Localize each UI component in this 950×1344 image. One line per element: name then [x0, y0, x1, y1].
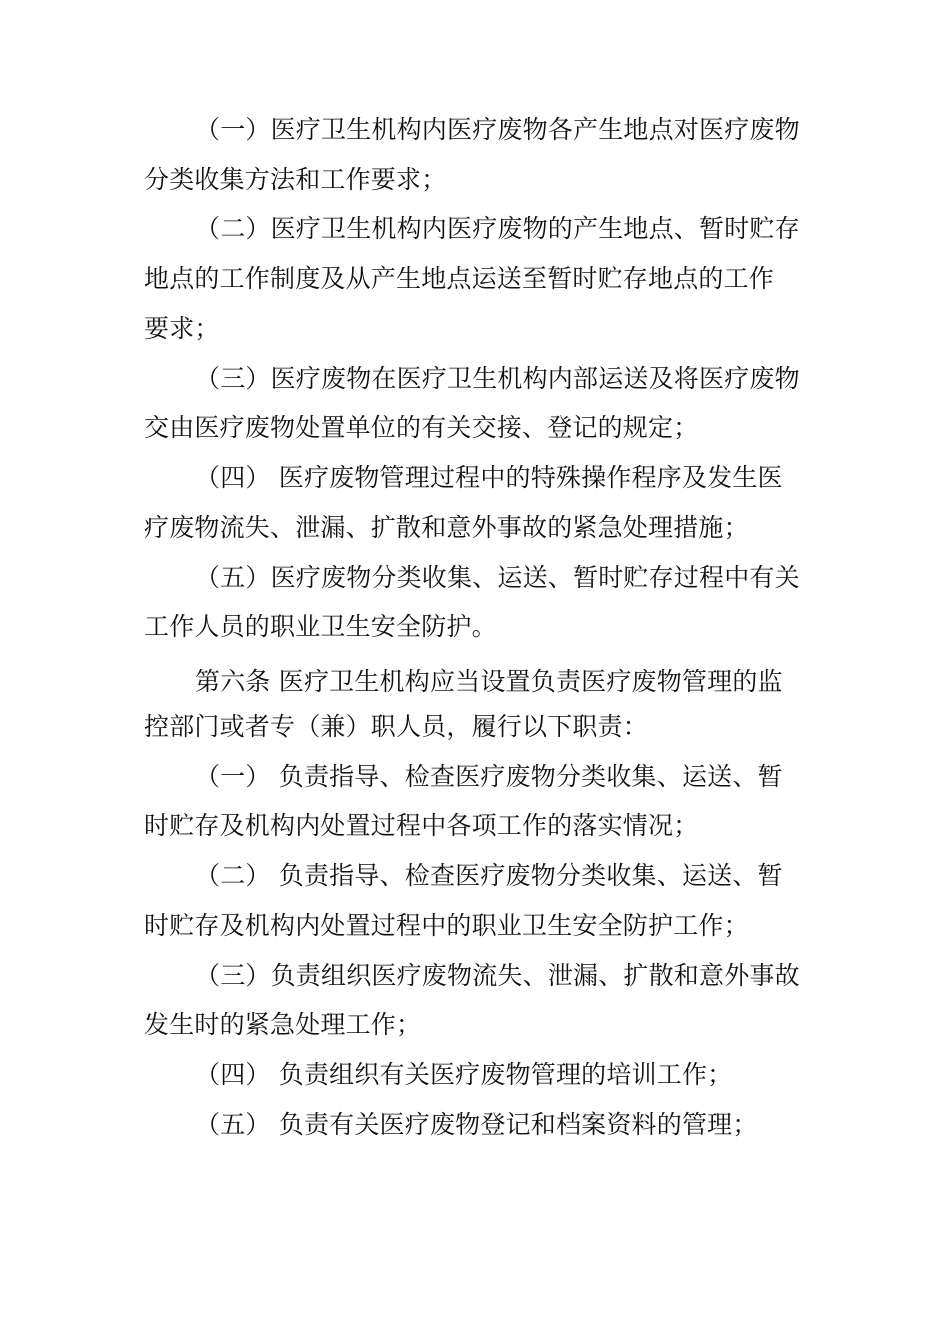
paragraph-line: 要求； — [144, 314, 220, 343]
paragraph-line: 时贮存及机构内处置过程中各项工作的落实情况； — [144, 811, 699, 840]
paragraph-line: （三）医疗废物在医疗卫生机构内部运送及将医疗废物 — [195, 364, 800, 393]
paragraph-line: （五）医疗废物分类收集、运送、暂时贮存过程中有关 — [195, 563, 800, 592]
paragraph-line: 分类收集方法和工作要求； — [144, 165, 447, 194]
paragraph-line: 发生时的紧急处理工作； — [144, 1010, 422, 1039]
paragraph-line: 控部门或者专（兼）职人员，履行以下职责： — [144, 712, 649, 741]
paragraph-line: 疗废物流失、泄漏、扩散和意外事故的紧急处理措施； — [144, 513, 749, 542]
paragraph-line: （三）负责组织医疗废物流失、泄漏、扩散和意外事故 — [195, 961, 800, 990]
article-heading-line: 第六条 医疗卫生机构应当设置负责医疗废物管理的监 — [195, 667, 783, 696]
paragraph-line: （四） 医疗废物管理过程中的特殊操作程序及发生医 — [195, 463, 783, 492]
paragraph-line: 工作人员的职业卫生安全防护。 — [144, 612, 497, 641]
paragraph-line: （二）医疗卫生机构内医疗废物的产生地点、暂时贮存 — [195, 214, 800, 243]
paragraph-line: （一） 负责指导、检查医疗废物分类收集、运送、暂 — [195, 762, 783, 791]
paragraph-line: 交由医疗废物处置单位的有关交接、登记的规定； — [144, 413, 699, 442]
paragraph-line: （四） 负责组织有关医疗废物管理的培训工作； — [195, 1060, 733, 1089]
paragraph-line: （五） 负责有关医疗废物登记和档案资料的管理； — [195, 1110, 758, 1139]
paragraph-line: （一）医疗卫生机构内医疗废物各产生地点对医疗废物 — [195, 115, 800, 144]
paragraph-line: （二） 负责指导、检查医疗废物分类收集、运送、暂 — [195, 861, 783, 890]
paragraph-line: 时贮存及机构内处置过程中的职业卫生安全防护工作； — [144, 911, 749, 940]
paragraph-line: 地点的工作制度及从产生地点运送至暂时贮存地点的工作 — [144, 264, 775, 293]
